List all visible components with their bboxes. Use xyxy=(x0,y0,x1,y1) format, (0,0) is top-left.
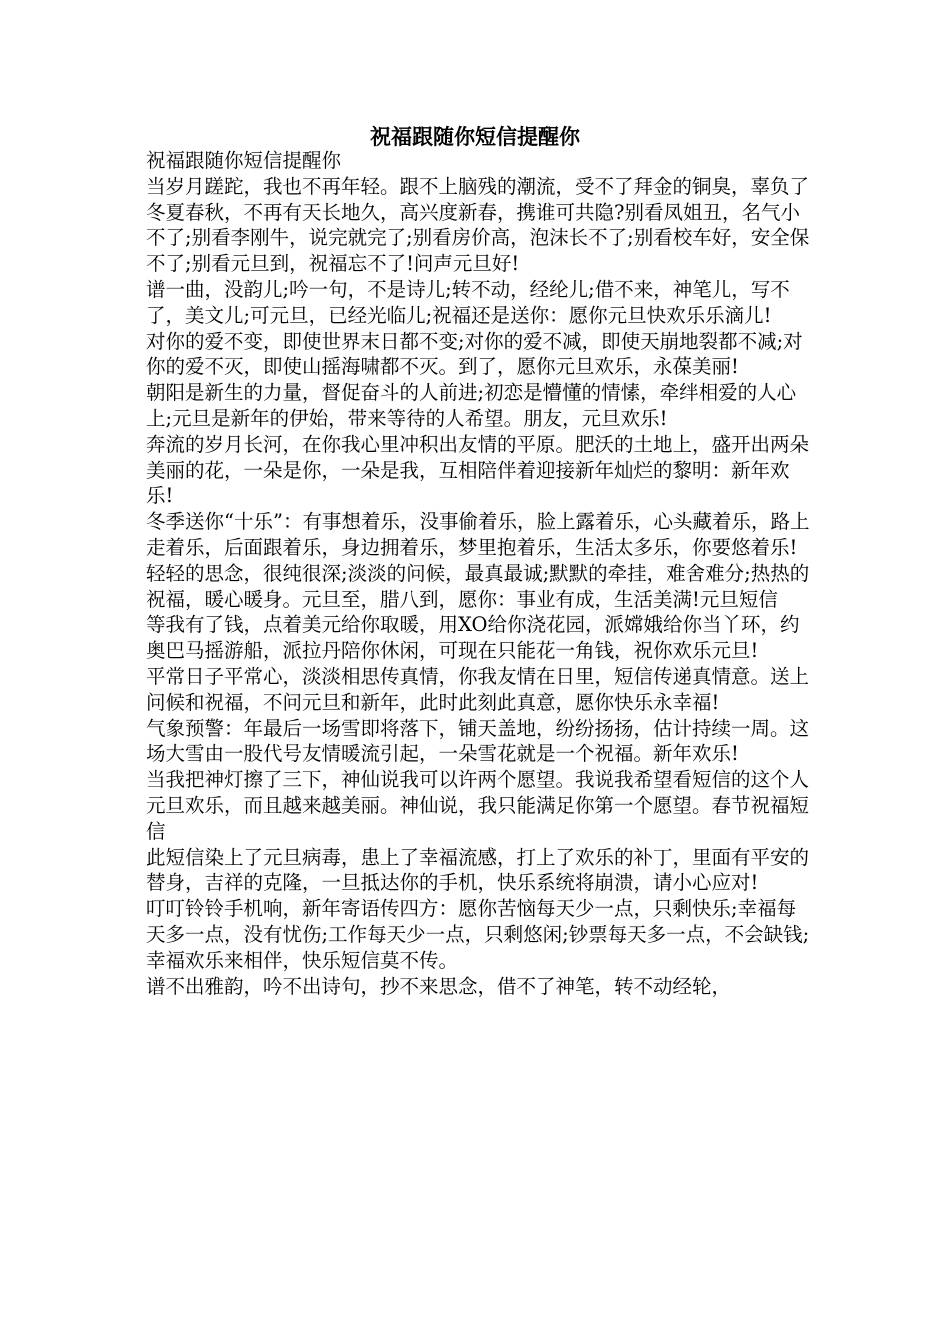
paragraph: 当我把神灯擦了三下，神仙说我可以许两个愿望。我说我希望看短信的这个人元旦欢乐，而且越来越美丽。神仙说，我只能满足你第一个愿望。春节祝福短信 xyxy=(146,768,810,843)
paragraph: 冬季送你“十乐”：有事想着乐，没事偷着乐，脸上露着乐，心头藏着乐，路上走着乐，后面跟着乐，身边拥着乐，梦里抱着乐，生活太多乐，你要悠着乐! xyxy=(146,510,810,559)
document-title: 祝福跟随你短信提醒你 xyxy=(370,124,580,149)
paragraph: 谱不出雅韵，吟不出诗句，抄不来思念，借不了神笔，转不动经轮， xyxy=(146,974,732,998)
paragraph: 轻轻的思念，很纯很深;淡淡的问候，最真最诚;默默的牵挂，难舍难分;热热的祝福，暖心暖身。元旦至，腊八到，愿你：事业有成，生活美满!元旦短信 xyxy=(146,561,810,611)
paragraph: 气象预警：年最后一场雪即将落下，铺天盖地，纷纷扬扬，估计持续一周。这场大雪由一股代号友情暖流引起，一朵雪花就是一个祝福。新年欢乐! xyxy=(146,716,810,766)
paragraph: 祝福跟随你短信提醒你 xyxy=(146,149,342,172)
paragraph: 奔流的岁月长河，在你我心里冲积出友情的平原。肥沃的土地上，盛开出两朵美丽的花，一朵是你，一朵是我，互相陪伴着迎接新年灿烂的黎明：新年欢乐! xyxy=(146,432,810,508)
paragraph: 等我有了钱，点着美元给你取暖，用XO给你浇花园，派嫦娥给你当丫环，约奥巴马摇游船，派拉丹陪你休闲，可现在只能花一角钱，祝你欢乐元旦! xyxy=(146,613,800,663)
paragraph: 朝阳是新生的力量，督促奋斗的人前进;初恋是懵懂的情愫，牵绊相爱的人心上;元旦是新年的伊始，带来等待的人希望。朋友，元旦欢乐! xyxy=(146,381,797,430)
document-body xyxy=(146,148,810,999)
paragraph: 此短信染上了元旦病毒，患上了幸福流感，打上了欢乐的补丁，里面有平安的替身，吉祥的克隆，一旦抵达你的手机，快乐系统将崩溃，请小心应对! xyxy=(146,845,810,895)
paragraph: 谱一曲，没韵儿;吟一句，不是诗儿;转不动，经纶儿;借不来，神笔儿，写不了，美文儿;可元旦，已经光临儿;祝福还是送你：愿你元旦快欢乐乐滴儿! xyxy=(146,277,790,327)
paragraph: 叮叮铃铃手机响，新年寄语传四方：愿你苦恼每天少一点，只剩快乐;幸福每天多一点，没有忧伤;工作每天少一点，只剩悠闲;钞票每天多一点，不会缺钱;幸福欢乐来相伴，快乐短信莫不传。 xyxy=(146,897,810,972)
paragraph: 平常日子平常心，淡淡相思传真情，你我友情在日里，短信传递真情意。送上问候和祝福，不问元旦和新年，此时此刻此真意，愿你快乐永幸福! xyxy=(146,664,810,714)
paragraph: 当岁月蹉跎，我也不再年轻。跟不上脑残的潮流，受不了拜金的铜臭，辜负了冬夏春秋，不再有天长地久，高兴度新春，携谁可共隐?别看凤姐丑，名气小不了;别看李刚牛，说完就完了;别看房价高，泡沫长不了;别看校车好，安全保不了;别看元旦到，祝福忘不了!问声元旦好! xyxy=(146,174,810,276)
paragraph: 对你的爱不变，即使世界末日都不变;对你的爱不减，即使天崩地裂都不减;对你的爱不灭，即使山摇海啸都不灭。到了，愿你元旦欢乐，永葆美丽! xyxy=(146,329,803,379)
